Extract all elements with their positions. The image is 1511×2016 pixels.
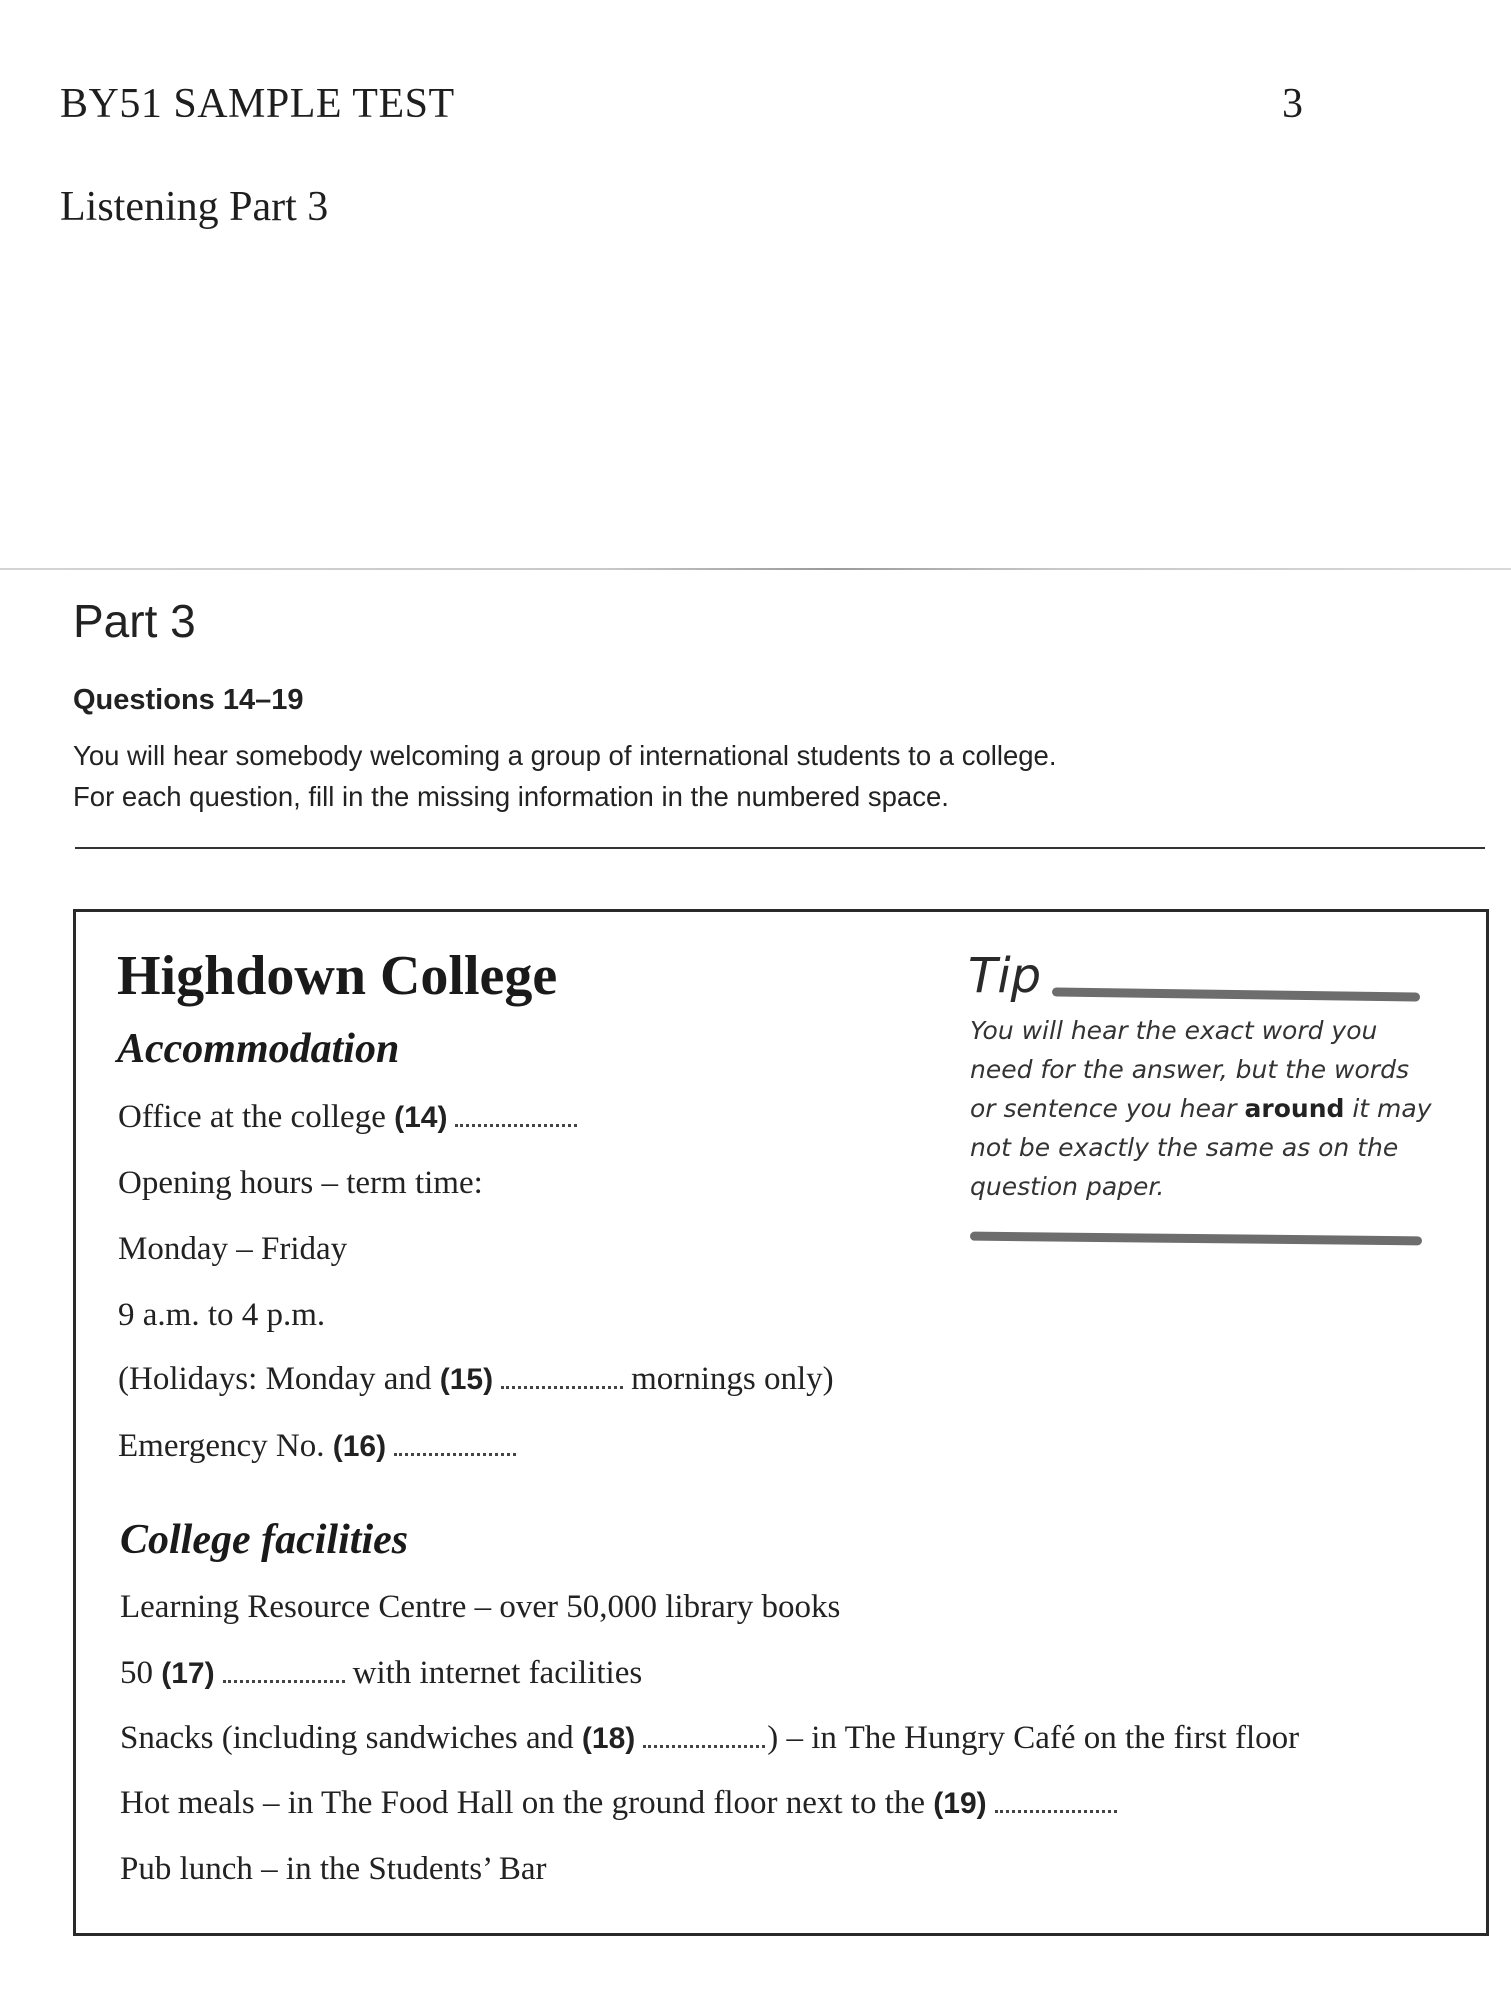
answer-14-field[interactable] [455, 1118, 577, 1127]
tip-text [970, 1011, 1440, 1206]
holidays-line [118, 1361, 834, 1398]
emergency-label: Emergency No. [118, 1428, 325, 1464]
question-19-number: (19) [933, 1787, 987, 1820]
days-line: Monday – Friday [118, 1231, 348, 1267]
holidays-label: (Holidays: Monday and [118, 1361, 432, 1397]
computers-suffix: with internet facilities [352, 1655, 643, 1691]
question-16-number: (16) [332, 1430, 387, 1463]
tip-text-emphasis: around [1244, 1094, 1345, 1123]
instructions [73, 735, 1056, 817]
snacks-suffix: ) – in The Hungry Café on the first floor [767, 1720, 1300, 1756]
answer-17-field[interactable] [223, 1674, 345, 1683]
answer-16-field[interactable] [394, 1447, 516, 1456]
question-14-number: (14) [394, 1101, 448, 1134]
times-line: 9 a.m. to 4 p.m. [118, 1297, 326, 1333]
tip-title: Tip [968, 948, 1042, 1004]
office-line [118, 1099, 585, 1136]
fold-divider [0, 568, 1511, 570]
page-number: 3 [1282, 81, 1303, 127]
question-18-number: (18) [581, 1722, 636, 1755]
emergency-line [118, 1428, 524, 1465]
questions-range: Questions 14–19 [73, 684, 304, 716]
accommodation-heading: Accommodation [117, 1026, 400, 1072]
holidays-suffix: mornings only) [631, 1361, 834, 1397]
snacks-label: Snacks (including sandwiches and [120, 1720, 574, 1756]
meals-label: Hot meals – in The Food Hall on the ground floor next to the [120, 1785, 926, 1821]
lrc-line: Learning Resource Centre – over 50,000 library books [120, 1589, 841, 1625]
instruction-line-1: You will hear somebody welcoming a group of international students to a college. [73, 740, 1057, 771]
tip-text-end: it may not be exactly the same as on the question paper. [970, 1094, 1432, 1201]
question-15-number: (15) [439, 1363, 494, 1396]
part-heading: Part 3 [73, 595, 196, 647]
horizontal-rule [75, 847, 1485, 849]
snacks-line [120, 1720, 1299, 1757]
computers-line [120, 1655, 642, 1692]
tip-text-start: You will hear the exact word you need for the answer, but the words or sentence you hear [970, 1016, 1409, 1123]
college-name: Highdown College [117, 945, 558, 1007]
answer-15-field[interactable] [501, 1380, 623, 1389]
section-title: Listening Part 3 [60, 184, 329, 230]
question-17-number: (17) [161, 1657, 215, 1690]
answer-18-field[interactable] [643, 1739, 765, 1748]
meals-line [120, 1785, 1125, 1822]
hours-line: Opening hours – term time: [118, 1165, 483, 1201]
pub-line: Pub lunch – in the Students’ Bar [120, 1851, 547, 1887]
facilities-heading: College facilities [120, 1517, 409, 1563]
instruction-line-2: For each question, fill in the missing information in the numbered space. [73, 781, 949, 812]
answer-19-field[interactable] [995, 1804, 1117, 1813]
office-label: Office at the college [118, 1099, 386, 1135]
computers-count: 50 [120, 1655, 153, 1691]
test-title: BY51 SAMPLE TEST [60, 81, 455, 127]
